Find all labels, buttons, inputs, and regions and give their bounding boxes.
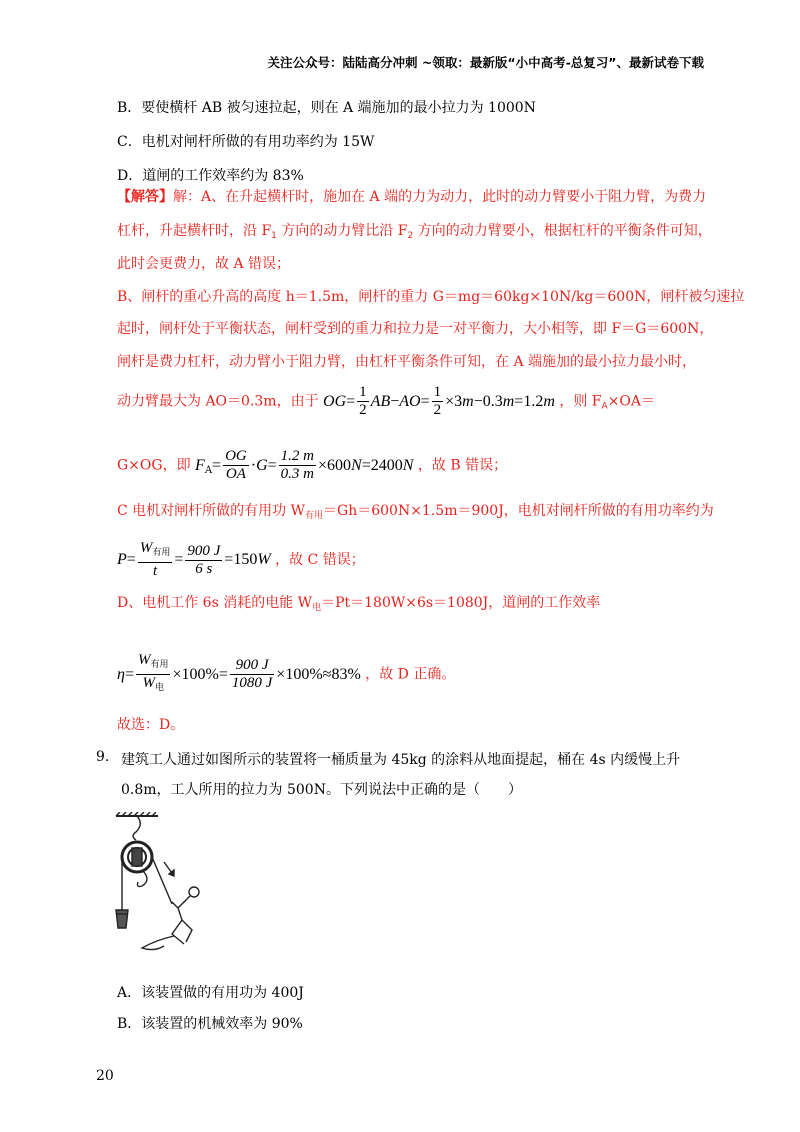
b5-og: OG <box>225 448 247 464</box>
b5-g: G <box>256 456 268 474</box>
page-number: 20 <box>96 1068 114 1084</box>
c1-sub: 有用 <box>305 511 324 521</box>
b4-half-num2: 1 <box>433 384 442 400</box>
d2-83: 83 <box>331 665 348 683</box>
a2-post: 方向的动力臂要小，根据杠杆的平衡条件可知， <box>413 223 712 239</box>
b5-fa-sub: A <box>204 464 213 476</box>
b4-m2: m <box>502 392 515 410</box>
question-number: 9. <box>96 749 110 765</box>
a2-text: 杠杆，升起横杆时，沿 F <box>117 223 272 239</box>
b5-600: 600 <box>327 456 352 474</box>
b5-12m: 1.2 m <box>280 448 315 464</box>
answer-a1-text: 解：A、在升起横杆时，施加在 A 端的力为动力，此时的动力臂要小于阻力臂，为费力 <box>173 189 707 205</box>
d2-1080: 1080 J <box>231 675 273 691</box>
b5-03m: 0.3 m <box>280 466 315 482</box>
c1-pre: C 电机对闸杆所做的有用功 W <box>117 503 306 519</box>
answer-d-line2: η= $\frac{W_{有用}}{W_电}$ ×100%= $\frac{900 J}{1080 J}$ ×100%≈83% ，故 D 正确。 <box>117 652 455 697</box>
b5-og-oa-frac <box>223 448 249 483</box>
b4-post-end: ×OA＝ <box>607 393 656 410</box>
b4-post-sub: A <box>601 401 608 412</box>
b4-half-den: 2 <box>359 402 367 418</box>
c2-w: W <box>139 540 153 556</box>
c2-unit: W <box>257 551 271 568</box>
d2-wsub: 有用 <box>150 660 169 670</box>
answer-b-line5: G×OG，即 $F_A=$ $\frac{OG}{OA}$ ·G= $\frac{1.2 m}{0.3 m}$ ×600N=2400N ，故 B 错误； <box>117 448 508 482</box>
answer-b-line4: 动力臂最大为 AO＝0.3m，由于 OG= $\frac{1}{2}$ AB−AO= $\frac{1}{2}$ ×3m−0.3m=1.2m ，则 $F_A\times OA=$ <box>117 384 656 418</box>
b5-pre: G×OG，即 <box>117 457 191 474</box>
b4-m3: m <box>543 392 555 410</box>
a2-sub2: 2 <box>407 231 414 241</box>
d2-900: 900 J <box>230 657 274 675</box>
b4-post-pre: ，则 F <box>559 393 602 410</box>
answer-a-line2 <box>117 220 712 241</box>
d2-w-frac <box>136 652 171 697</box>
answer-b-line3: 闸杆是费力杠杆，动力臂小于阻力臂，由杠杆平衡条件可知，在 A 端施加的最小拉力最小时， <box>117 354 697 370</box>
option-c-prev: C．电机对闸杆所做的有用功率约为 15W <box>117 134 375 150</box>
d1-sub: 电 <box>312 603 322 613</box>
answer-d-line1 <box>117 592 600 613</box>
b5-post: ，故 B 错误； <box>417 457 508 474</box>
b5-ratio-frac <box>279 448 316 483</box>
d2-post: ，故 D 正确。 <box>365 666 456 683</box>
c2-t: t <box>152 563 158 579</box>
b4-03: 0.3 <box>482 392 503 410</box>
option-d-prev: D．道闸的工作效率约为 83% <box>117 168 304 184</box>
answer-a-line3: 此时会更费力，故 A 错误； <box>117 256 291 272</box>
c2-6s: 6 s <box>195 560 213 577</box>
answer-b-line2: 起时，闸杆处于平衡状态，闸杆受到的重力和拉力是一对平衡力，大小相等，即 F＝G＝600N， <box>117 321 714 337</box>
answer-choice: 故选：D。 <box>117 717 185 733</box>
question-line2: 0.8m，工人所用的拉力为 500N。下列说法中正确的是（ ） <box>121 782 522 798</box>
c2-w-t-frac <box>138 540 173 580</box>
answer-tag: 【解答】 <box>117 189 173 205</box>
answer-c-line1 <box>117 500 714 521</box>
answer-c-line2: P= $\frac{W_{有用}}{t}$ = $\frac{900 J}{6 s}$ =150W ，故 C 错误； <box>117 540 365 579</box>
c2-post: ，故 C 错误； <box>275 552 365 568</box>
c1-post: ＝Gh＝600N×1.5m＝900J，电机对闸杆所做的有用功率约为 <box>323 503 714 519</box>
b4-12: 1.2 <box>523 392 544 410</box>
b4-ab: AB <box>370 392 391 410</box>
d2-wdensub: 电 <box>154 683 164 693</box>
option-b: B．该装置的机械效率为 90% <box>117 1016 303 1032</box>
d2-wden: W <box>142 675 155 691</box>
d2-100a: 100 <box>181 665 206 683</box>
b4-half-den2: 2 <box>433 402 442 418</box>
option-a: A．该装置做的有用功为 400J <box>117 985 304 1001</box>
b4-og: OG <box>323 392 347 410</box>
c2-wsub: 有用 <box>152 548 171 558</box>
b4-ao: AO <box>399 392 421 410</box>
d2-w: W <box>137 652 151 668</box>
a2-sub1: 1 <box>271 231 277 241</box>
b4-half-num: 1 <box>359 384 367 400</box>
d2-100b: 100 <box>285 665 310 683</box>
b5-n1: N <box>351 456 362 474</box>
c2-900: 900 J <box>187 542 221 559</box>
answer-b-line1: B、闸杆的重心升高的高度 h＝1.5m，闸杆的重力 G＝mg＝60kg×10N/kg＝600N，闸杆被匀速拉 <box>117 289 745 305</box>
b4-pre: 动力臂最大为 AO＝0.3m，由于 <box>117 393 319 410</box>
b4-3: 3 <box>454 392 463 410</box>
c2-p: P <box>117 551 127 568</box>
d1-pre: D、电机工作 6s 消耗的电能 W <box>117 595 313 611</box>
question-line1: 建筑工人通过如图所示的装置将一桶质量为 45kg 的涂料从地面提起，桶在 4s 内缓慢上升 <box>121 752 681 768</box>
b5-2400: 2400 <box>370 456 403 474</box>
answer-a-line1 <box>117 186 706 206</box>
b5-fa: F <box>195 456 205 474</box>
d1-post: ＝Pt＝180W×6s＝1080J，道闸的工作效率 <box>321 595 601 611</box>
b5-oa: OA <box>225 466 246 482</box>
c2-900-6-frac <box>185 543 222 578</box>
page-header: 关注公众号：陆陆高分冲刺 ~领取：最新版“小中高考-总复习”、最新试卷下载 <box>267 55 704 70</box>
d2-eta: η <box>117 665 125 683</box>
b4-half-frac2 <box>432 384 444 419</box>
b5-n2: N <box>402 456 414 474</box>
d2-900-1080-frac <box>230 657 274 692</box>
a2-mid: 方向的动力臂比沿 F <box>276 223 408 239</box>
b4-half-frac <box>357 384 369 419</box>
b4-m1: m <box>462 392 474 410</box>
pulley-figure <box>112 812 212 960</box>
c2-150: 150 <box>233 551 258 568</box>
option-b-prev: B．要使横杆 AB 被匀速拉起，则在 A 端施加的最小拉力为 1000N <box>117 100 536 116</box>
